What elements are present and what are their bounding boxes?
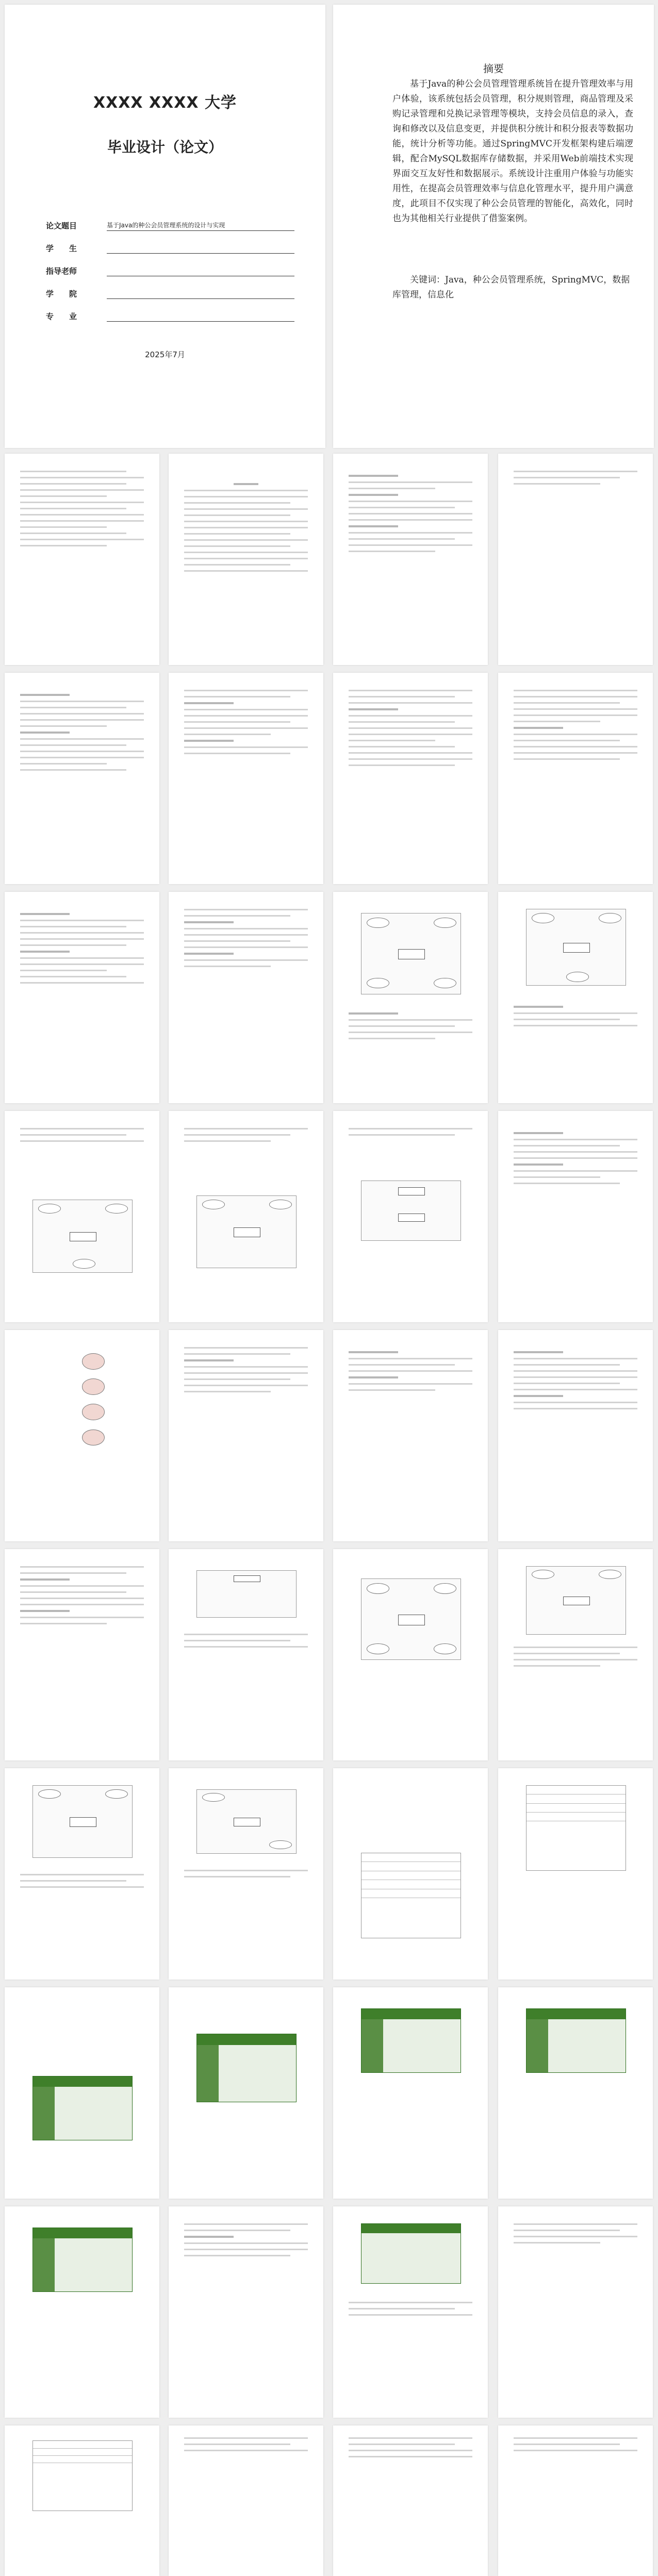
er-diagram-figure <box>196 1789 297 1854</box>
field-value-advisor <box>107 267 294 276</box>
abstract-body: 基于Java的种公会员管理管理系统旨在提升管理效率与用户体验，该系统包括会员管理，积分规则管理，商品管理及采购记录管理和兑换记录管理等模块，支持会员信息的录入，查询和修改以及信息变更，并提供积分统计和积分报表等数据功能，统计分析等功能。通过SpringMVC开发框架构建后端逻辑，配合MySQL数据库存储数据，并采用Web前端技术实现界面交互友好性和数据展示。系统设计注重用户体验与功能实用性，在提高会员管理效率与信息化管理水平，提升用户满意度，此项目不仅实现了种公会员管理的智能化，高效化，同时也为其他相关行业提供了借鉴案例。 <box>392 79 633 224</box>
document-page-thumbnail <box>5 1987 159 2199</box>
document-page-thumbnail <box>169 892 323 1103</box>
screenshot-figure <box>526 2008 626 2073</box>
document-page-thumbnail <box>498 1768 653 1980</box>
document-page-thumbnail <box>5 454 159 665</box>
flowchart-figure <box>361 1181 461 1241</box>
university-name: XXXX XXXX 大学 <box>93 94 237 112</box>
document-page-thumbnail <box>498 1111 653 1322</box>
document-page-thumbnail <box>333 1987 488 2199</box>
document-page-thumbnail <box>5 1330 159 1541</box>
cover-fields <box>46 208 294 322</box>
document-page-thumbnail <box>169 1330 323 1541</box>
document-page-thumbnail <box>169 454 323 665</box>
field-label-college: 学 院 <box>46 289 77 298</box>
cover-date: 2025年7月 <box>145 350 185 359</box>
er-diagram-figure <box>196 1195 297 1268</box>
er-diagram-figure <box>526 1566 626 1635</box>
document-page-thumbnail <box>169 2206 323 2418</box>
document-page-thumbnail <box>5 1549 159 1760</box>
field-value-title: 基于Java的种公会员管理系统的设计与实现 <box>107 221 294 231</box>
document-page-thumbnail <box>333 1768 488 1980</box>
cover-field-row <box>46 231 294 254</box>
document-page-thumbnail <box>169 2425 323 2576</box>
document-page-thumbnail <box>169 1987 323 2199</box>
document-page-thumbnail <box>498 892 653 1103</box>
document-page-thumbnail <box>5 892 159 1103</box>
structure-diagram-figure <box>196 1570 297 1618</box>
field-value-student <box>107 244 294 254</box>
screenshot-figure <box>361 2008 461 2073</box>
document-page-thumbnail <box>498 1987 653 2199</box>
document-page-thumbnail <box>333 2206 488 2418</box>
document-page-thumbnail <box>498 673 653 884</box>
document-page-thumbnail <box>169 1111 323 1322</box>
document-page-thumbnail <box>5 1768 159 1980</box>
document-page-thumbnail <box>169 1549 323 1760</box>
table-figure <box>32 2440 133 2511</box>
document-page-thumbnail <box>169 673 323 884</box>
document-page-thumbnail <box>498 454 653 665</box>
er-diagram-figure <box>361 913 461 994</box>
use-case-figure <box>32 1347 131 1474</box>
er-diagram-figure <box>32 1200 133 1272</box>
er-diagram-figure <box>361 1578 461 1660</box>
document-page-thumbnail <box>333 2425 488 2576</box>
document-page-thumbnail <box>169 1768 323 1980</box>
abstract-title: 摘要 <box>483 62 504 75</box>
cover-field-row <box>46 299 294 322</box>
er-diagram-figure <box>526 909 626 986</box>
field-label-major: 专 业 <box>46 312 77 321</box>
document-page-thumbnail <box>333 673 488 884</box>
document-page-thumbnail <box>5 673 159 884</box>
screenshot-figure <box>361 2223 461 2284</box>
abstract-page <box>333 5 654 448</box>
document-page-thumbnail <box>333 1330 488 1541</box>
document-page-thumbnail <box>498 2206 653 2418</box>
cover-field-row <box>46 276 294 299</box>
document-page-thumbnail <box>333 892 488 1103</box>
table-figure <box>526 1785 626 1871</box>
document-page-thumbnail <box>498 1549 653 1760</box>
document-page-thumbnail <box>5 2425 159 2576</box>
abstract-keywords: 关键词：Java，种公会员管理系统，SpringMVC，数据库管理，信息化 <box>392 275 630 300</box>
screenshot-figure <box>32 2076 133 2140</box>
document-page-thumbnail <box>5 2206 159 2418</box>
document-page-thumbnail <box>498 2425 653 2576</box>
screenshot-figure <box>196 2034 297 2102</box>
field-value-major <box>107 312 294 322</box>
er-diagram-figure <box>32 1785 133 1858</box>
document-page-thumbnail <box>333 454 488 665</box>
field-label-student: 学 生 <box>46 244 77 253</box>
screenshot-figure <box>32 2228 133 2292</box>
document-page-thumbnail <box>333 1111 488 1322</box>
field-label-title: 论文题目 <box>46 221 77 230</box>
table-figure <box>361 1853 461 1938</box>
cover-field-row <box>46 254 294 276</box>
document-page-thumbnail <box>498 1330 653 1541</box>
field-value-college <box>107 289 294 299</box>
cover-field-row <box>46 208 294 231</box>
document-page-thumbnail <box>333 1549 488 1760</box>
field-label-advisor: 指导老师 <box>46 267 77 276</box>
thesis-heading: 毕业设计（论文） <box>107 139 223 156</box>
document-page-thumbnail <box>5 1111 159 1322</box>
cover-page <box>5 5 325 448</box>
